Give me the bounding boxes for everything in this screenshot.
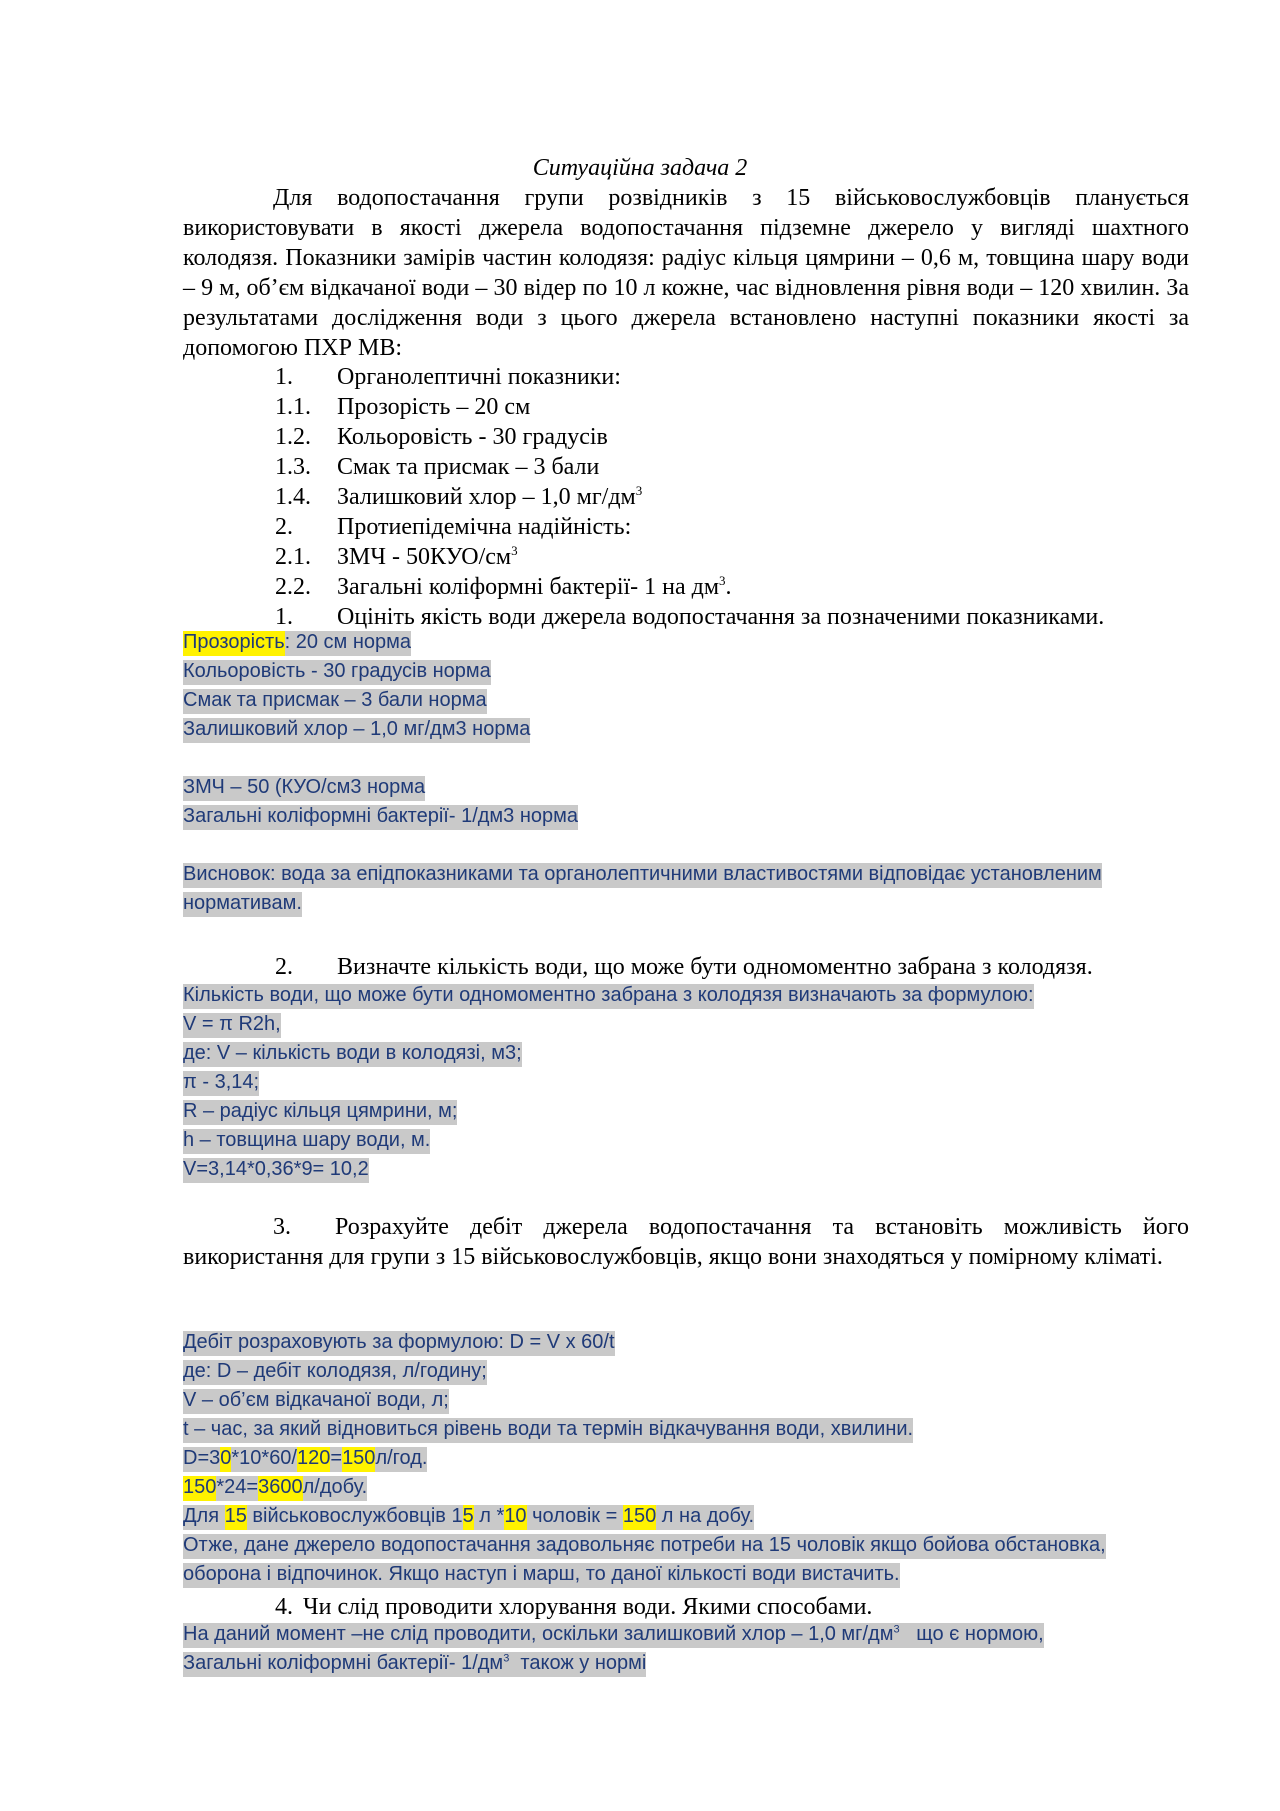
list-item: 1.3. Смак та присмак – 3 бали xyxy=(275,454,600,480)
intro-text: Для водопостачання групи розвідників з 15 військовослужбовців планується використовувати в якості джерела водопостачання підземне джерело у вигляді шахтного колодязя. Показники замірів частин колодязя: радіус кільця цямрини – 0,6 м, товщина шару води – 9 м, об’єм відкачаної води – 30 відер по 10 л кожне, час відновлення рівня води – 120 хвилин. За результатами дослідження води з цього джерела встановлено наступні показники якості за допомогою ПХР МВ: xyxy=(183,185,1189,361)
list-item: 1.2. Кольоровість - 30 градусів xyxy=(275,424,608,450)
question-2: 2. Визначте кількість води, що може бути одномоментно забрана з колодязя. xyxy=(275,954,1093,980)
answer-1-block: Прозорість: 20 см норма Кольоровість - 30 градусів норма Смак та присмак – 3 бали норма Залишковий хлор – 1,0 мг/дм3 норма ЗМЧ – 50 (КУО/см3 норма Загальні коліформні бактерії- 1/дм3 норма Висновок: вода за епідпоказниками та органолептичними властивостями відповідає установленим нормативам. xyxy=(183,628,1102,918)
question-4: 4. Чи слід проводити хлорування води. Якими способами. xyxy=(275,1594,873,1620)
document-title: Ситуаційна задача 2 xyxy=(532,155,748,181)
list-item: 2.1. ЗМЧ - $50КУО/см^3$ xyxy=(275,543,518,570)
intro-paragraph xyxy=(183,183,1189,363)
list-item: 1.4. Залишковий хлор – 1,0 $мг/дм^3$ xyxy=(275,483,643,510)
answer-2-block: Кількість води, що може бути одномоментно забрана з колодязя визначають за формулою: V = π R2h, де: V – кількість води в колодязі, м3; π - 3,14; R – радіус кільця цямрини, м; h – товщина шару води, м. V=3,14*0,36*9= 10,2 xyxy=(183,981,1034,1184)
list-item: 1. Органолептичні показники: xyxy=(275,364,621,390)
question-1: 1. Оцініть якість води джерела водопостачання за позначеними показниками. xyxy=(275,604,1105,630)
list-item: 1.1. Прозорість – 20 см xyxy=(275,394,531,420)
answer-3-block: Дебіт розраховують за формулою: D = V x 60/t де: D – дебіт колодязя, л/годину; V – об’єм відкачаної води, л; t – час, за який відновиться рівень води та термін відкачування води, хвилини. D=30*10*60/120=150л/год. 150*24=3600л/добу. Для 15 військовослужбовців 15 л *10 чоловік = 150 л на добу. Отже, дане джерело водопостачання задовольняє потреби на 15 чоловік якщо бойова обстановка, оборона і відпочинок. Якщо наступ і марш, то даної кількості води вистачить. xyxy=(183,1328,1106,1589)
list-item: 2. Протиепідемічна надійність: xyxy=(275,514,632,540)
list-item: 2.2. Загальні коліформні бактерії- 1 на $дм^3$. xyxy=(275,573,732,600)
question-3: 3. Розрахуйте дебіт джерела водопостачання та встановіть можливість його використання для групи з 15 військовослужбовців, якщо вони знаходяться у помірному кліматі. xyxy=(183,1214,1189,1270)
answer-4-block: На даний момент –не слід проводити, оскільки залишковий хлор – 1,0 $мг/дм^3$ що є нормою, Загальні коліформні бактерії- $1/дм^3$ також у нормі xyxy=(183,1620,1044,1678)
